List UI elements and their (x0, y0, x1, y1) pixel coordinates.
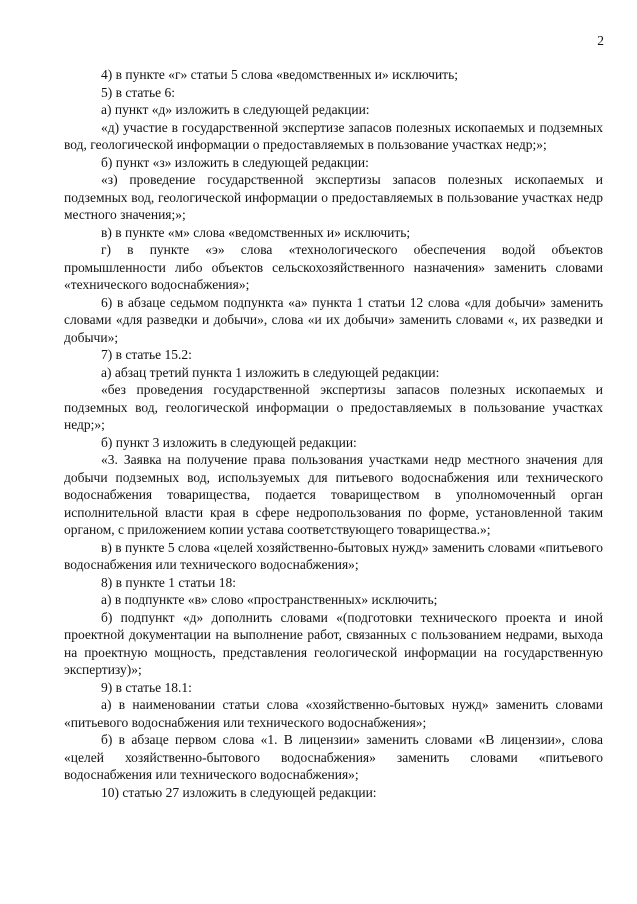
paragraph: б) пункт «з» изложить в следующей редакции: (101, 154, 369, 170)
paragraph: в) в пункте «м» слова «ведомственных и» исключить; (101, 224, 411, 240)
paragraph: а) пункт «д» изложить в следующей редакции: (101, 102, 370, 117)
paragraph: а) в наименовании статьи слова «хозяйственно-бытовых нужд» заменить словами «питьевого водоснабжения или технического водоснабжения»; (64, 697, 603, 730)
paragraph: 8) в пункте 1 статьи 18: (101, 574, 236, 590)
paragraph: 5) в статье 6: (101, 84, 175, 100)
page-number: 2 (597, 33, 604, 48)
paragraph: 7) в статье 15.2: (101, 347, 192, 362)
paragraph: 6) в абзаце седьмом подпункта «а» пункта 1 статьи 12 слова «для добычи» заменить словами «для разведки и добычи», слова «и их добычи» заменить словами «, их разведки и добычи»; (64, 294, 603, 345)
paragraph: г) в пункте «э» слова «технологического обеспечения водой объектов промышленности либо объектов сельскохозяйственного назначения» заменить словами «технического водоснабжения»; (64, 242, 603, 292)
paragraph: 10) статью 27 изложить в следующей редакции: (101, 784, 377, 800)
paragraph: б) подпункт «д» дополнить словами «(подготовки технического проекта и иной проектной документации на выполнение работ, связанных с пользованием недрами, выхода на проектную мощность, представления геологической информации на государственную экспертизу)»; (64, 609, 603, 677)
paragraph: а) в подпункте «в» слово «пространственных» исключить; (101, 592, 438, 607)
paragraph: «3. Заявка на получение права пользования участками недр местного значения для добычи подземных вод, используемых для питьевого водоснабжения или технического водоснабжения товарищества, подается товариществом в уполномоченный орган исполнительной власти края в сфере недропользования по форме, установленной таким органом, с приложением копии устава соответствующего товарищества.»; (64, 452, 603, 537)
paragraph: «з) проведение государственной экспертизы запасов полезных ископаемых и подземных вод, геологической информации о предоставляемых в пользование участках недр местного значения;»; (64, 172, 603, 222)
paragraph: б) пункт 3 изложить в следующей редакции: (101, 434, 357, 450)
paragraph: 4) в пункте «г» статьи 5 слова «ведомственных и» исключить; (101, 67, 458, 82)
document-body (64, 66, 603, 801)
paragraph: «без проведения государственной экспертизы запасов полезных ископаемых и подземных вод, геологической информации о предоставляемых в пользование участках недр;»; (64, 382, 603, 432)
paragraph: «д) участие в государственной экспертизе запасов полезных ископаемых и подземных вод, геологической информации о предоставляемых в пользование участках недр;»; (64, 119, 603, 152)
paragraph: б) в абзаце первом слова «1. В лицензии» заменить словами «В лицензии», слова «целей хозяйственно-бытового водоснабжения» заменить словами «питьевого водоснабжения или технического водоснабжения»; (64, 732, 603, 782)
paragraph: 9) в статье 18.1: (101, 679, 192, 695)
paragraph: в) в пункте 5 слова «целей хозяйственно-бытовых нужд» заменить словами «питьевого водоснабжения или технического водоснабжения»; (64, 539, 603, 572)
paragraph: а) абзац третий пункта 1 изложить в следующей редакции: (101, 364, 440, 380)
